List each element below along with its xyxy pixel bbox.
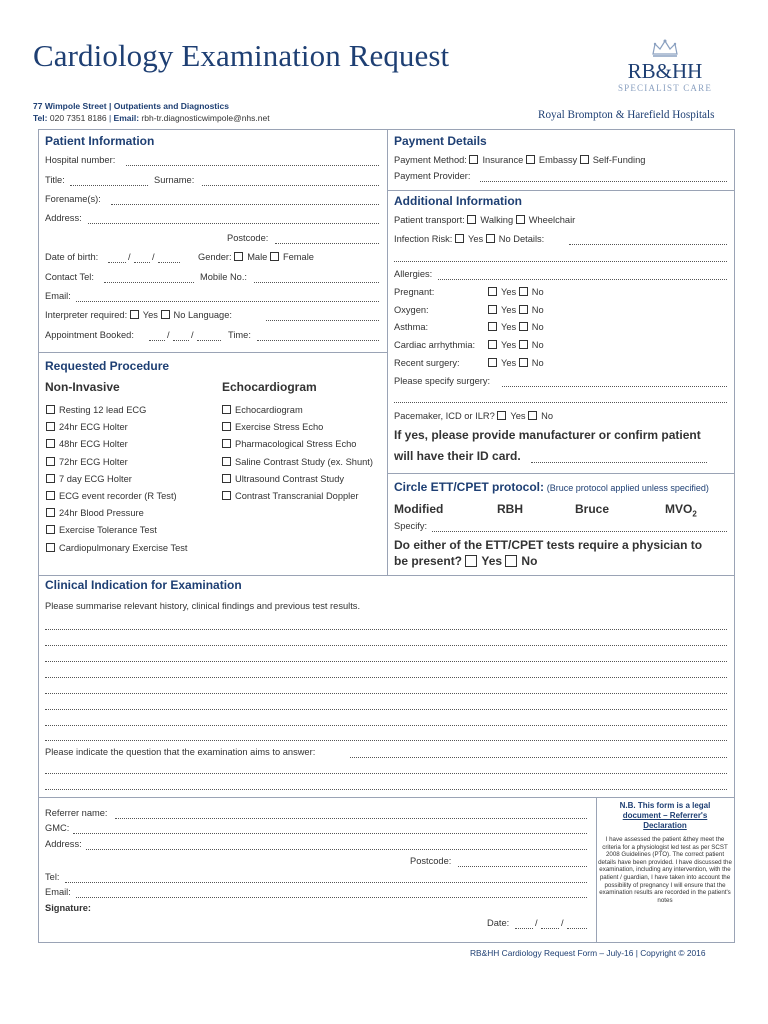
surgery-yes-checkbox[interactable] [488,358,497,367]
oxygen-yes-checkbox[interactable] [488,305,497,314]
page-title: Cardiology Examination Request [33,38,450,73]
clinical-line[interactable] [45,693,727,694]
manufacturer-field[interactable] [531,462,707,463]
email-value: rbh-tr.diagnosticwimpole@nhs.net [141,113,270,123]
transport-walking-checkbox[interactable] [467,215,476,224]
dob-month-field[interactable] [134,262,150,263]
asthma-yes-checkbox[interactable] [488,322,497,331]
ett-heading-row: Circle ETT/CPET protocol: (Bruce protocol applied unless specified) [394,480,709,494]
postcode-field[interactable] [275,243,379,244]
payment-embassy-checkbox[interactable] [526,155,535,164]
address-line: 77 Wimpole Street | Outpatients and Diagnostics [33,101,229,111]
ett-option-bruce[interactable]: Bruce [575,502,610,516]
oxygen-no-checkbox[interactable] [519,305,528,314]
clinical-question-line[interactable] [45,773,727,774]
infection-no-checkbox[interactable] [486,234,495,243]
dob-year-field[interactable] [158,262,180,263]
surgery-specify-field[interactable] [502,386,727,387]
column-divider [387,129,388,575]
appointment-day-field[interactable] [149,340,165,341]
infection-details-field[interactable] [569,244,727,245]
header-address: 77 Wimpole Street | Outpatients and Diagnostics Tel: 020 7351 8186 | Email: rbh-tr.diagnosticwimpole@nhs.net [33,101,270,123]
procedure-checkbox[interactable] [46,525,55,534]
interpreter-yes-checkbox[interactable] [130,310,139,319]
divider [387,473,735,474]
signature-label: Signature: [45,903,91,913]
patient-heading: Patient Information [45,134,155,148]
mobile-field[interactable] [254,282,379,283]
payment-self-funding-checkbox[interactable] [580,155,589,164]
divider [387,190,735,191]
legal-notice: N.B. This form is a legal document – Referrer's Declaration [619,801,711,830]
ett-option-modified[interactable]: Modified [394,502,444,516]
clinical-line[interactable] [45,740,727,741]
echo-checkbox[interactable] [222,474,231,483]
clinical-instruction: Please summarise relevant history, clinical findings and previous test results. [45,601,361,611]
procedure-checkbox[interactable] [46,457,55,466]
clinical-question-label: Please indicate the question that the examination aims to answer: [45,747,316,757]
ett-specify-field[interactable] [432,531,727,532]
echo-checkbox[interactable] [222,457,231,466]
language-field[interactable] [266,320,379,321]
referrer-declaration: I have assessed the patient &they meet the criteria for a physiologist led test as per SCST 2008 Guidelines (PTO). The correct patient details have been provided. I have discussed the examination, including any intervention, with the patient / guardian, I have taken into account the possibility of pregnancy I will ensure that the examination results are recorded in the patient's notes [598,836,732,904]
echo-checkbox[interactable] [222,491,231,500]
pregnant-yes-checkbox[interactable] [488,287,497,296]
address-field[interactable] [88,223,379,224]
procedure-checkbox[interactable] [46,508,55,517]
asthma-no-checkbox[interactable] [519,322,528,331]
referrer-date-month[interactable] [541,928,559,929]
divider [38,797,735,798]
logo [600,38,730,94]
clinical-line[interactable] [45,725,727,726]
interpreter-no-checkbox[interactable] [161,310,170,319]
divider [38,352,387,353]
transport-wheelchair-checkbox[interactable] [516,215,525,224]
referrer-date-year[interactable] [567,928,587,929]
clinical-heading: Clinical Indication for Examination [45,578,242,592]
procedure-heading: Requested Procedure [45,359,170,373]
gender-male-checkbox[interactable] [234,252,243,261]
echo-checkbox[interactable] [222,439,231,448]
arrhythmia-yes-checkbox[interactable] [488,340,497,349]
referrer-tel-field[interactable] [65,882,587,883]
payment-heading: Payment Details [394,134,487,148]
footer-text: RB&HH Cardiology Request Form – July-16 | Copyright © 2016 [470,948,706,958]
referrer-postcode-field[interactable] [458,866,587,867]
clinical-line[interactable] [45,629,727,630]
clinical-line[interactable] [45,645,727,646]
logo-text: RB&HH [627,59,703,83]
organisation-name: Royal Brompton & Harefield Hospitals [538,109,715,121]
allergies-field[interactable] [438,279,727,280]
ett-option-mvo2[interactable]: $MVO_2$ [665,502,697,519]
hospital-number-field[interactable] [126,165,379,166]
pregnant-no-checkbox[interactable] [519,287,528,296]
logo-subtitle: SPECIALIST CARE [617,83,713,93]
echo-checkbox[interactable] [222,405,231,414]
appointment-month-field[interactable] [173,340,189,341]
clinical-question-line[interactable] [45,789,727,790]
infection-details-field-2[interactable] [394,261,727,262]
echo-heading: Echocardiogram [222,380,317,394]
pacemaker-yes-checkbox[interactable] [497,411,506,420]
procedure-checkbox[interactable] [46,474,55,483]
referrer-address-field[interactable] [86,849,587,850]
additional-heading: Additional Information [394,194,522,208]
appointment-year-field[interactable] [197,340,221,341]
clinical-question-field[interactable] [350,757,727,758]
procedure-checkbox[interactable] [46,491,55,500]
ett-option-rbh[interactable]: RBH [497,502,523,516]
procedure-checkbox[interactable] [46,405,55,414]
declaration-divider [596,797,597,943]
noninvasive-heading: Non-Invasive [45,380,120,394]
forenames-field[interactable] [111,204,379,205]
surgery-specify-field-2[interactable] [394,402,727,403]
procedure-checkbox[interactable] [46,422,55,431]
referrer-date-day[interactable] [515,928,533,929]
procedure-checkbox[interactable] [46,439,55,448]
payment-insurance-checkbox[interactable] [469,155,478,164]
appointment-time-field[interactable] [257,340,379,341]
tel-value: 020 7351 8186 [49,113,107,123]
physician-no-checkbox[interactable] [505,555,517,567]
surgery-no-checkbox[interactable] [519,358,528,367]
clinical-line[interactable] [45,677,727,678]
id-card-instruction: If yes, please provide manufacturer or confirm patient [394,428,701,442]
infection-yes-checkbox[interactable] [455,234,464,243]
physician-yes-checkbox[interactable] [465,555,477,567]
physician-question: Do either of the ETT/CPET tests require a physician to [394,538,703,552]
gmc-field[interactable] [73,833,587,834]
title-field[interactable] [70,185,148,186]
patient-email-field[interactable] [76,301,379,302]
gender-female-checkbox[interactable] [270,252,279,261]
clinical-line[interactable] [45,709,727,710]
contact-tel-field[interactable] [104,282,194,283]
surname-field[interactable] [202,185,379,186]
echo-checkbox[interactable] [222,422,231,431]
crown-icon [650,38,680,58]
divider [38,575,735,576]
payment-provider-field[interactable] [480,181,727,182]
pacemaker-no-checkbox[interactable] [528,411,537,420]
referrer-email-field[interactable] [76,897,587,898]
procedure-checkbox[interactable] [46,543,55,552]
clinical-line[interactable] [45,661,727,662]
arrhythmia-no-checkbox[interactable] [519,340,528,349]
dob-day-field[interactable] [108,262,126,263]
referrer-name-field[interactable] [115,818,587,819]
